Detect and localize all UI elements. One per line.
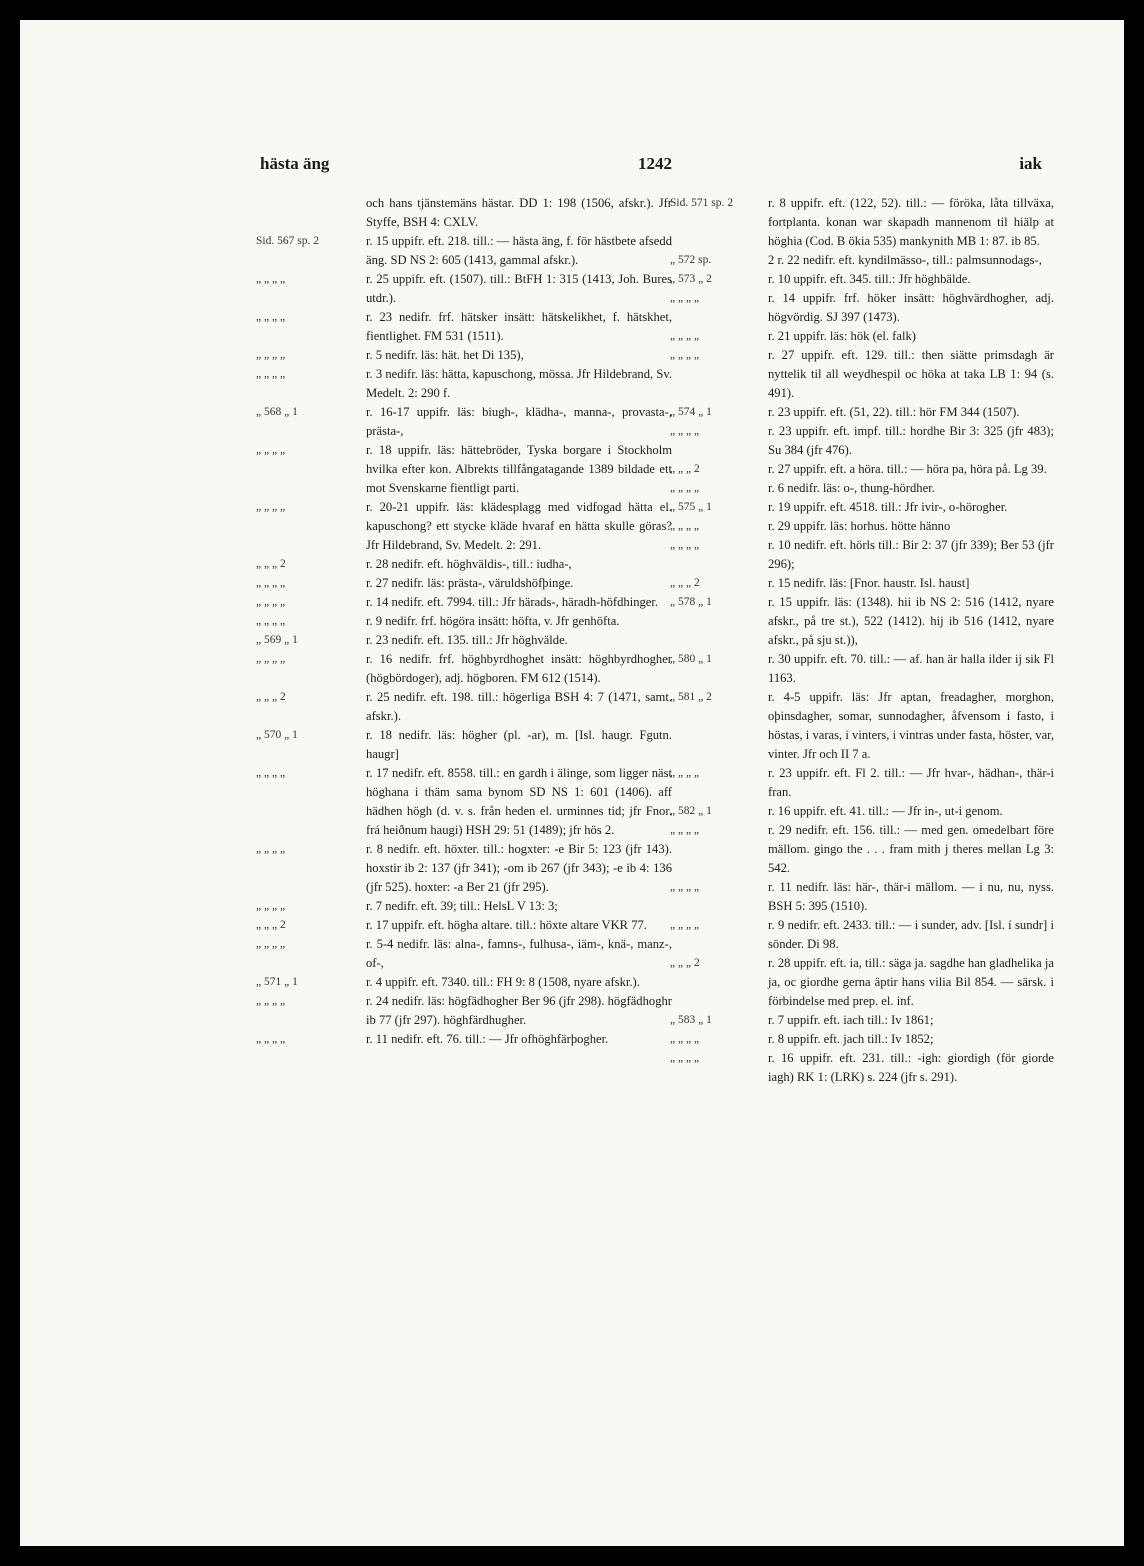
entry-reference: „ „ „ „ xyxy=(670,349,700,361)
entry-reference: „ „ „ 2 xyxy=(256,691,286,703)
entry-text: r. 5 nedifr. läs: hät. het Di 135), xyxy=(366,348,524,362)
correction-entry xyxy=(256,346,674,365)
correction-entry xyxy=(256,574,674,593)
correction-entry xyxy=(670,460,1056,479)
entry-reference: „ „ „ „ xyxy=(256,577,286,589)
entry-text: r. 25 nedifr. eft. 198. till.: högerliga BSH 4: 7 (1471, samt. afskr.). xyxy=(366,690,672,723)
entry-text: r. 23 uppifr. eft. impf. till.: hordhe Bir 3: 325 (jfr 483); Su 384 (jfr 476). xyxy=(768,424,1054,457)
entry-reference: „ „ „ „ xyxy=(256,349,286,361)
correction-entry xyxy=(256,916,674,935)
entry-reference: „ „ „ „ xyxy=(256,501,286,513)
entry-reference: „ „ „ „ xyxy=(256,615,286,627)
entry-text: r. 15 uppifr. läs: (1348). hii ib NS 2: 516 (1412, nyare afskr., på tre st.), 522 (1412). hij ib 516 (1412, nyare afskr., på sju st.)), xyxy=(768,595,1054,647)
entry-reference: „ „ „ „ xyxy=(256,368,286,380)
correction-entry xyxy=(256,365,674,403)
correction-entry xyxy=(670,878,1056,916)
entry-reference: „ „ „ „ xyxy=(670,1052,700,1064)
entry-text: r. 6 nedifr. läs: o-, thung-hördher. xyxy=(768,481,935,495)
correction-entry xyxy=(256,764,674,840)
entry-text: 2 r. 22 nedifr. eft. kyndilmässo-, till.: palmsunnodags-, xyxy=(768,253,1042,267)
header-right-word: iak xyxy=(1019,154,1042,173)
correction-entry xyxy=(256,688,674,726)
entry-text: r. 23 uppifr. eft. (51, 22). till.: hör FM 344 (1507). xyxy=(768,405,1020,419)
entry-text: r. 29 nedifr. eft. 156. till.: — med gen. omedelbart före mällom. gingo the . . . fram mith j theres mellan Lg 3: 542. xyxy=(768,823,1054,875)
entry-reference: „ „ „ „ xyxy=(670,482,700,494)
correction-entry xyxy=(670,270,1056,289)
correction-entry xyxy=(670,194,1056,251)
entry-reference: „ 583 „ 1 xyxy=(670,1014,712,1026)
entry-reference: „ „ „ 2 xyxy=(256,558,286,570)
entry-reference: „ „ „ „ xyxy=(670,824,700,836)
entry-text: r. 15 uppifr. eft. 218. till.: — hästa äng, f. för hästbete afsedd äng. SD NS 2: 605 (1413, gammal afskr.). xyxy=(366,234,672,267)
dictionary-page xyxy=(20,20,1124,1546)
entry-text: r. 20-21 uppifr. läs: klädesplagg med vidfogad hätta el. kapuschong? ett stycke kläde hvaraf en hätta skulle göras? Jfr Hildebrand, Sv. Medelt. 2: 291. xyxy=(366,500,672,552)
entry-reference: „ „ „ 2 xyxy=(670,577,700,589)
correction-entry xyxy=(256,973,674,992)
entry-reference: Sid. 567 sp. 2 xyxy=(256,235,319,247)
entry-text: r. 23 nedifr. eft. 135. till.: Jfr höghvälde. xyxy=(366,633,568,647)
correction-entry xyxy=(670,517,1056,536)
entry-text: r. 17 uppifr. eft. högha altare. till.: höxte altare VKR 77. xyxy=(366,918,647,932)
correction-entry xyxy=(670,574,1056,593)
entry-reference: „ „ „ „ xyxy=(256,900,286,912)
correction-entry xyxy=(256,194,674,232)
correction-entry xyxy=(670,289,1056,327)
entry-text: r. 18 uppifr. läs: hättebröder, Tyska borgare i Stockholm hvilka efter kon. Albrekts tillfångatagande 1389 bildade ett mot Svenskarne fientligt parti. xyxy=(366,443,672,495)
entry-reference: „ „ „ „ xyxy=(670,1033,700,1045)
entry-text: r. 21 uppifr. läs: hök (el. falk) xyxy=(768,329,916,343)
entry-reference: „ „ „ „ xyxy=(256,1033,286,1045)
correction-entry xyxy=(670,251,1056,270)
correction-entry xyxy=(670,498,1056,517)
entry-text: r. 27 uppifr. eft. 129. till.: then siätte primsdagh är nyttelik til all weydhespil oc höka at taka LB 1: 94 (s. 491). xyxy=(768,348,1054,400)
entry-text: r. 10 uppifr. eft. 345. till.: Jfr höghbälde. xyxy=(768,272,971,286)
entry-text: r. 8 uppifr. eft. (122, 52). till.: — föröka, låta tillväxa, fortplanta. konan war skapadh mannenom til hiälp at höghia (Cod. B ökia 535) mankynith MB 1: 87. ib 85. xyxy=(768,196,1054,248)
entry-reference: „ „ „ „ xyxy=(670,520,700,532)
entry-text: r. 9 nedifr. eft. 2433. till.: — i sunder, adv. [Isl. í sundr] i sönder. Di 98. xyxy=(768,918,1054,951)
correction-entry xyxy=(670,403,1056,422)
entry-reference: „ „ „ „ xyxy=(256,843,286,855)
correction-entry xyxy=(670,954,1056,1011)
entry-reference: „ 569 „ 1 xyxy=(256,634,298,646)
page-number: 1242 xyxy=(638,154,672,173)
entry-reference: „ „ „ „ xyxy=(670,881,700,893)
entry-reference: „ „ „ „ xyxy=(256,273,286,285)
correction-entry xyxy=(670,688,1056,764)
entry-text: r. 23 uppifr. eft. Fl 2. till.: — Jfr hvar-, hädhan-, thär-i fran. xyxy=(768,766,1054,799)
entry-text: r. 7 nedifr. eft. 39; till.: HelsL V 13: 3; xyxy=(366,899,558,913)
correction-entry xyxy=(256,308,674,346)
correction-entry xyxy=(670,1011,1056,1030)
correction-entry xyxy=(256,593,674,612)
correction-entry xyxy=(256,840,674,897)
entry-text: r. 8 nedifr. eft. höxter. till.: hogxter: -e Bir 5: 123 (jfr 143). hoxstir ib 2: 137 (jfr 341); -om ib 267 (jfr 343); -e ib 4: 136 (jfr 525). hoxter: -a Ber 21 (jfr 295). xyxy=(366,842,672,894)
entry-reference xyxy=(256,194,366,232)
entry-text: r. 9 nedifr. frf. högöra insätt: höfta, v. Jfr genhöfta. xyxy=(366,614,620,628)
entry-text: r. 24 nedifr. läs: högfädhogher Ber 96 (jfr 298). högfädhoghr ib 77 (jfr 297). höghfärdhugher. xyxy=(366,994,672,1027)
correction-entry xyxy=(670,650,1056,688)
entry-text: och hans tjänstemäns hästar. DD 1: 198 (1506, afskr.). Jfr Styffe, BSH 4: CXLV. xyxy=(366,196,672,229)
correction-entry xyxy=(670,422,1056,460)
entry-text: r. 25 uppifr. eft. (1507). till.: BtFH 1: 315 (1413, Joh. Bures utdr.). xyxy=(366,272,672,305)
entry-text: r. 19 uppifr. eft. 4518. till.: Jfr ivir-, o-hörogher. xyxy=(768,500,1008,514)
correction-entry xyxy=(670,821,1056,878)
entry-text: r. 11 nedifr. eft. 76. till.: — Jfr ofhöghfärþogher. xyxy=(366,1032,609,1046)
entry-reference: „ 572 sp. xyxy=(670,254,712,266)
entry-reference: „ 574 „ 1 xyxy=(670,406,712,418)
entry-text: r. 23 nedifr. frf. hätsker insätt: hätskelikhet, f. hätskhet, fientlighet. FM 531 (1511). xyxy=(366,310,672,343)
entry-text: r. 16 uppifr. eft. 231. till.: -igh: giordigh (för giorde iagh) RK 1: (LRK) s. 224 (jfr s. 291). xyxy=(768,1051,1054,1084)
entry-reference: „ „ „ „ xyxy=(256,995,286,1007)
correction-entry xyxy=(670,327,1056,346)
entry-text: r. 16 nedifr. frf. höghbyrdhoghet insätt: höghbyrdhogher (högbördoger), adj. högboren. FM 612 (1514). xyxy=(366,652,672,685)
correction-entry xyxy=(670,802,1056,821)
correction-entry xyxy=(256,270,674,308)
right-column xyxy=(670,194,1056,1087)
entry-text: r. 5-4 nedifr. läs: alna-, famns-, fulhusa-, iäm-, knä-, manz-, of-, xyxy=(366,937,672,970)
header-left-word: hästa äng xyxy=(260,154,330,173)
correction-entry xyxy=(256,631,674,650)
correction-entry xyxy=(670,764,1056,802)
entry-reference: „ 581 „ 2 xyxy=(670,691,712,703)
entry-text: r. 10 nedifr. eft. hörls till.: Bir 2: 37 (jfr 339); Ber 53 (jfr 296); xyxy=(768,538,1054,571)
correction-entry xyxy=(256,1030,674,1049)
correction-entry xyxy=(256,441,674,498)
correction-entry xyxy=(256,935,674,973)
entry-reference: „ 568 „ 1 xyxy=(256,406,298,418)
correction-entry xyxy=(670,1030,1056,1049)
entry-text: r. 3 nedifr. läs: hätta, kapuschong, mössa. Jfr Hildebrand, Sv. Medelt. 2: 290 f. xyxy=(366,367,672,400)
correction-entry xyxy=(256,612,674,631)
entry-reference: „ „ „ „ xyxy=(256,444,286,456)
entry-reference: „ „ „ „ xyxy=(256,653,286,665)
entry-reference: „ „ „ „ xyxy=(256,311,286,323)
correction-entry xyxy=(670,916,1056,954)
entry-text: r. 27 nedifr. läs: prästa-, väruldshöfþinge. xyxy=(366,576,574,590)
entry-text: r. 16 uppifr. eft. 41. till.: — Jfr in-, ut-i genom. xyxy=(768,804,1003,818)
entry-text: r. 4-5 uppifr. läs: Jfr aptan, freadagher, morghon, oþinsdagher, somar, sunnodagher, åfvensom i fasto, i höstas, i varas, i vinters, i vintras under fasta, höster, var, vinter. Jfr och II 7 a. xyxy=(768,690,1054,761)
entry-reference: „ „ „ „ xyxy=(256,596,286,608)
entry-reference: „ „ „ 2 xyxy=(256,919,286,931)
entry-reference: „ „ „ „ xyxy=(670,919,700,931)
entry-reference: Sid. 571 sp. 2 xyxy=(670,197,733,209)
entry-reference: „ 575 „ 1 xyxy=(670,501,712,513)
correction-entry xyxy=(256,897,674,916)
page-header xyxy=(260,154,1042,178)
entry-text: r. 27 uppifr. eft. a höra. till.: — höra pa, höra på. Lg 39. xyxy=(768,462,1047,476)
correction-entry xyxy=(256,403,674,441)
entry-text: r. 16-17 uppifr. läs: biugh-, klädha-, manna-, provasta-, prästa-, xyxy=(366,405,672,438)
correction-entry xyxy=(670,479,1056,498)
entry-reference: „ „ „ „ xyxy=(670,292,700,304)
entry-text: r. 17 nedifr. eft. 8558. till.: en gardh i älinge, som ligger näst höghana i thäm sama bynom SD NS 1: 601 (1406). aff hädhen högh (d. v. s. från heden el. urminnes tid; jfr Fnor. frá heiðnum haugi) HSH 29: 51 (1489); jfr hös 2. xyxy=(366,766,672,837)
correction-entry xyxy=(256,232,674,270)
correction-entry xyxy=(670,536,1056,574)
correction-entry xyxy=(670,346,1056,403)
entry-reference: „ 578 „ 1 xyxy=(670,596,712,608)
entry-reference: „ 582 „ 1 xyxy=(670,805,712,817)
entry-text: r. 8 uppifr. eft. jach till.: Iv 1852; xyxy=(768,1032,934,1046)
left-column xyxy=(256,194,674,1049)
entry-reference: „ „ „ „ xyxy=(256,938,286,950)
entry-reference: „ „ „ 2 xyxy=(670,957,700,969)
correction-entry xyxy=(256,992,674,1030)
correction-entry xyxy=(670,1049,1056,1087)
entry-reference: „ 571 „ 1 xyxy=(256,976,298,988)
entry-reference: „ „ „ „ xyxy=(670,425,700,437)
correction-entry xyxy=(256,650,674,688)
entry-text: r. 14 nedifr. eft. 7994. till.: Jfr härads-, häradh-höfdhinger. xyxy=(366,595,659,609)
entry-reference: „ „ „ 2 xyxy=(670,463,700,475)
entry-reference: „ 573 „ 2 xyxy=(670,273,712,285)
entry-text: r. 4 uppifr. eft. 7340. till.: FH 9: 8 (1508, nyare afskr.). xyxy=(366,975,640,989)
correction-entry xyxy=(256,726,674,764)
entry-text: r. 14 uppifr. frf. höker insätt: höghvärdhogher, adj. högvördig. SJ 397 (1473). xyxy=(768,291,1054,324)
entry-text: r. 15 nedifr. läs: [Fnor. haustr. Isl. haust] xyxy=(768,576,970,590)
entry-text: r. 7 uppifr. eft. iach till.: Iv 1861; xyxy=(768,1013,934,1027)
entry-text: r. 29 uppifr. läs: horhus. hötte hänno xyxy=(768,519,951,533)
correction-entry xyxy=(256,498,674,555)
entry-text: r. 30 uppifr. eft. 70. till.: — af. han är halla ilder ij sik Fl 1163. xyxy=(768,652,1054,685)
entry-reference: „ „ „ „ xyxy=(670,330,700,342)
entry-text: r. 28 uppifr. eft. ia, till.: säga ja. sagdhe han gladhelika ja ja, oc giordhe gerna äptir hans vilia Bil 854. — särsk. i förbindelse med prep. el. inf. xyxy=(768,956,1054,1008)
entry-reference: „ 580 „ 1 xyxy=(670,653,712,665)
entry-reference: „ „ „ „ xyxy=(256,767,286,779)
entry-reference: „ „ „ „ xyxy=(670,539,700,551)
entry-text: r. 28 nedifr. eft. höghväldis-, till.: iudha-, xyxy=(366,557,572,571)
entry-reference: „ 570 „ 1 xyxy=(256,729,298,741)
correction-entry xyxy=(256,555,674,574)
entry-text: r. 18 nedifr. läs: högher (pl. -ar), m. [Isl. haugr. Fgutn. haugr] xyxy=(366,728,672,761)
correction-entry xyxy=(670,593,1056,650)
entry-text: r. 11 nedifr. läs: här-, thär-i mällom. — i nu, nu, nyss. BSH 5: 395 (1510). xyxy=(768,880,1054,913)
entry-reference: „ „ „ „ xyxy=(670,767,700,779)
